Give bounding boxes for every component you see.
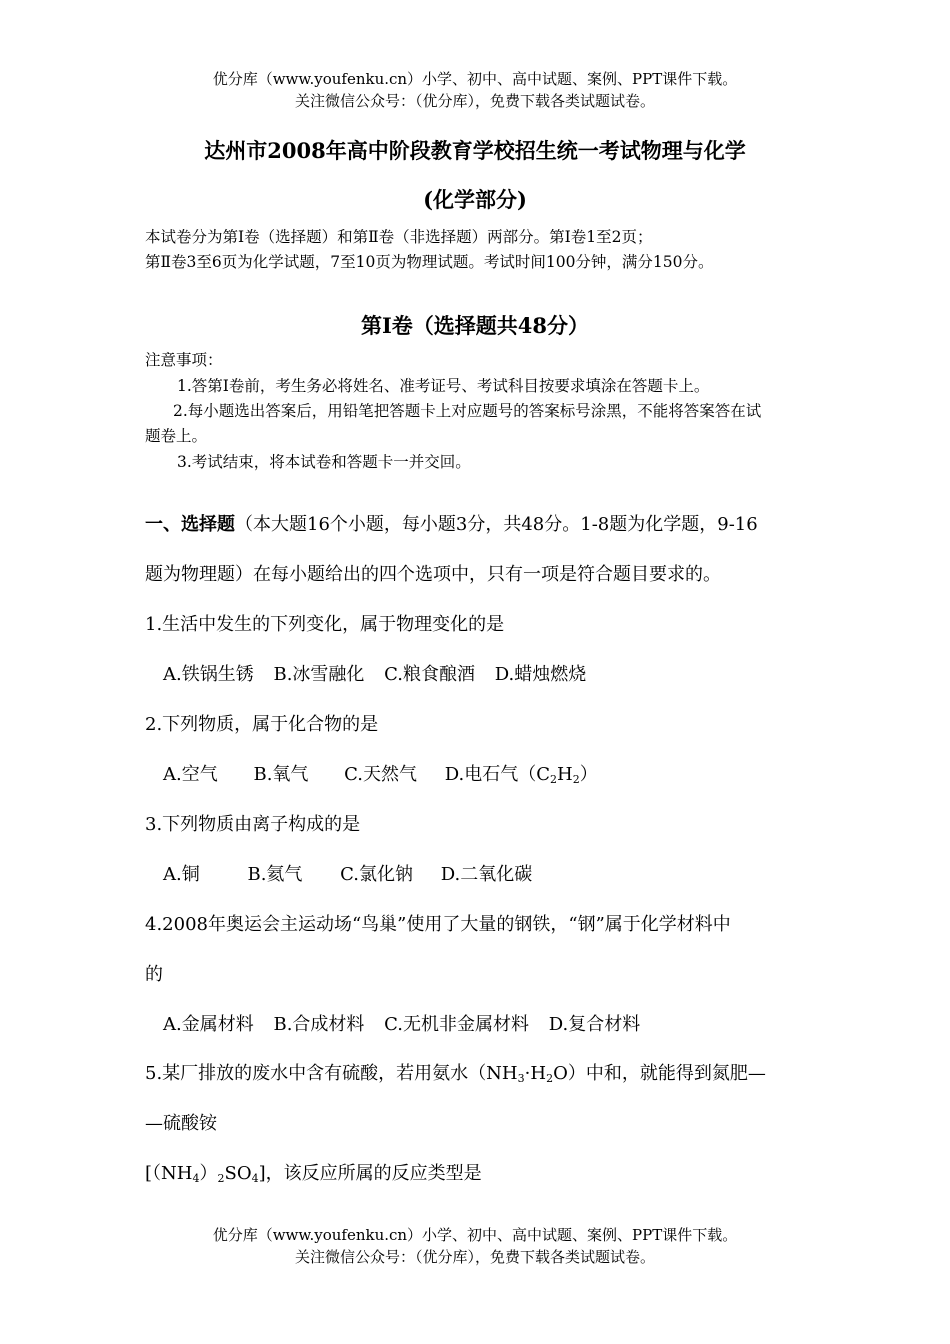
page-footer-line1: 优分库（www.youfenku.cn）小学、初中、高中试题、案例、PPT课件下载。 bbox=[212, 1226, 738, 1244]
section-title: 第Ⅰ卷（选择题共48分） bbox=[360, 313, 590, 338]
q4-option-c: C.无机非金属材料 bbox=[384, 1014, 530, 1035]
question-1-options bbox=[163, 660, 810, 686]
q3-option-a: A.铜 bbox=[163, 864, 200, 885]
q2-option-a: A.空气 bbox=[163, 764, 218, 785]
question-2-stem: 2.下列物质，属于化合物的是 bbox=[145, 714, 379, 735]
question-5-stem: 5.某厂排放的废水中含有硫酸，若用氨水$(NH_3\cdot H_2O)$中和，就能得到氮肥— bbox=[145, 1063, 766, 1085]
q1-option-c: C.粮食酿酒 bbox=[384, 664, 476, 685]
page-header-line2: 关注微信公众号：（优分库），免费下载各类试题试卷。 bbox=[294, 92, 655, 110]
intro-line-1: 本试卷分为第Ⅰ卷（选择题）和第Ⅱ卷（非选择题）两部分。第Ⅰ卷1至2页； bbox=[145, 228, 653, 246]
q1-option-b: B.冰雪融化 bbox=[273, 664, 365, 685]
question-2-options bbox=[163, 760, 810, 786]
intro-line-2: 第Ⅱ卷3至6页为化学试题，7至10页为物理试题。考试时间100分钟，满分150分。 bbox=[145, 253, 714, 271]
q3-option-d: D.二氧化碳 bbox=[440, 864, 533, 885]
page-footer-line2: 关注微信公众号：（优分库），免费下载各类试题试卷。 bbox=[294, 1248, 655, 1266]
q2-option-d: D.电石气$(C_2H_2)$ bbox=[444, 764, 598, 786]
part1-line-2: 题为物理题）在每小题给出的四个选项中，只有一项是符合题目要求的。 bbox=[145, 564, 721, 585]
q2-option-c: C.天然气 bbox=[344, 764, 418, 785]
part1-text: （本大题16个小题，每小题3分，共48分。1-8题为化学题，9-16 bbox=[235, 514, 758, 535]
question-5-stem-cont: —硫酸铵 bbox=[145, 1113, 217, 1134]
q1-option-a: A.铁锅生锈 bbox=[163, 664, 254, 685]
part1-line-1 bbox=[145, 510, 810, 536]
note-2: 2.每小题选出答案后，用铅笔把答题卡上对应题号的答案标号涂黑，不能将答案答在试 bbox=[173, 402, 762, 420]
q3-option-c: C.氯化钠 bbox=[340, 864, 414, 885]
page-header-line1: 优分库（www.youfenku.cn）小学、初中、高中试题、案例、PPT课件下载。 bbox=[212, 70, 738, 88]
question-4-stem: 4.2008年奥运会主运动场“鸟巢”使用了大量的钢铁，“钢”属于化学材料中 bbox=[145, 914, 731, 935]
question-5-stem-formula: $[(NH_4)_2SO_4]$，该反应所属的反应类型是 bbox=[145, 1163, 482, 1185]
note-1: 1.答第Ⅰ卷前，考生务必将姓名、准考证号、考试科目按要求填涂在答题卡上。 bbox=[177, 377, 710, 395]
part1-label: 一、选择题 bbox=[145, 514, 235, 535]
exam-subtitle: (化学部分) bbox=[423, 187, 527, 212]
q1-option-d: D.蜡烛燃烧 bbox=[494, 664, 587, 685]
question-4-stem-cont: 的 bbox=[145, 964, 163, 985]
question-4-options bbox=[163, 1010, 810, 1036]
q4-option-b: B.合成材料 bbox=[273, 1014, 365, 1035]
note-3: 3.考试结束，将本试卷和答题卡一并交回。 bbox=[177, 453, 471, 471]
question-1-stem: 1.生活中发生的下列变化，属于物理变化的是 bbox=[145, 614, 505, 635]
q3-option-b: B.氦气 bbox=[247, 864, 303, 885]
notes-title: 注意事项： bbox=[145, 351, 223, 369]
note-2-cont: 题卷上。 bbox=[145, 427, 208, 445]
question-3-options bbox=[163, 860, 810, 886]
q4-option-a: A.金属材料 bbox=[163, 1014, 254, 1035]
question-3-stem: 3.下列物质由离子构成的是 bbox=[145, 814, 361, 835]
q2-option-b: B.氧气 bbox=[253, 764, 309, 785]
exam-title: 达州市2008年高中阶段教育学校招生统一考试物理与化学 bbox=[204, 138, 746, 163]
q4-option-d: D.复合材料 bbox=[548, 1014, 641, 1035]
